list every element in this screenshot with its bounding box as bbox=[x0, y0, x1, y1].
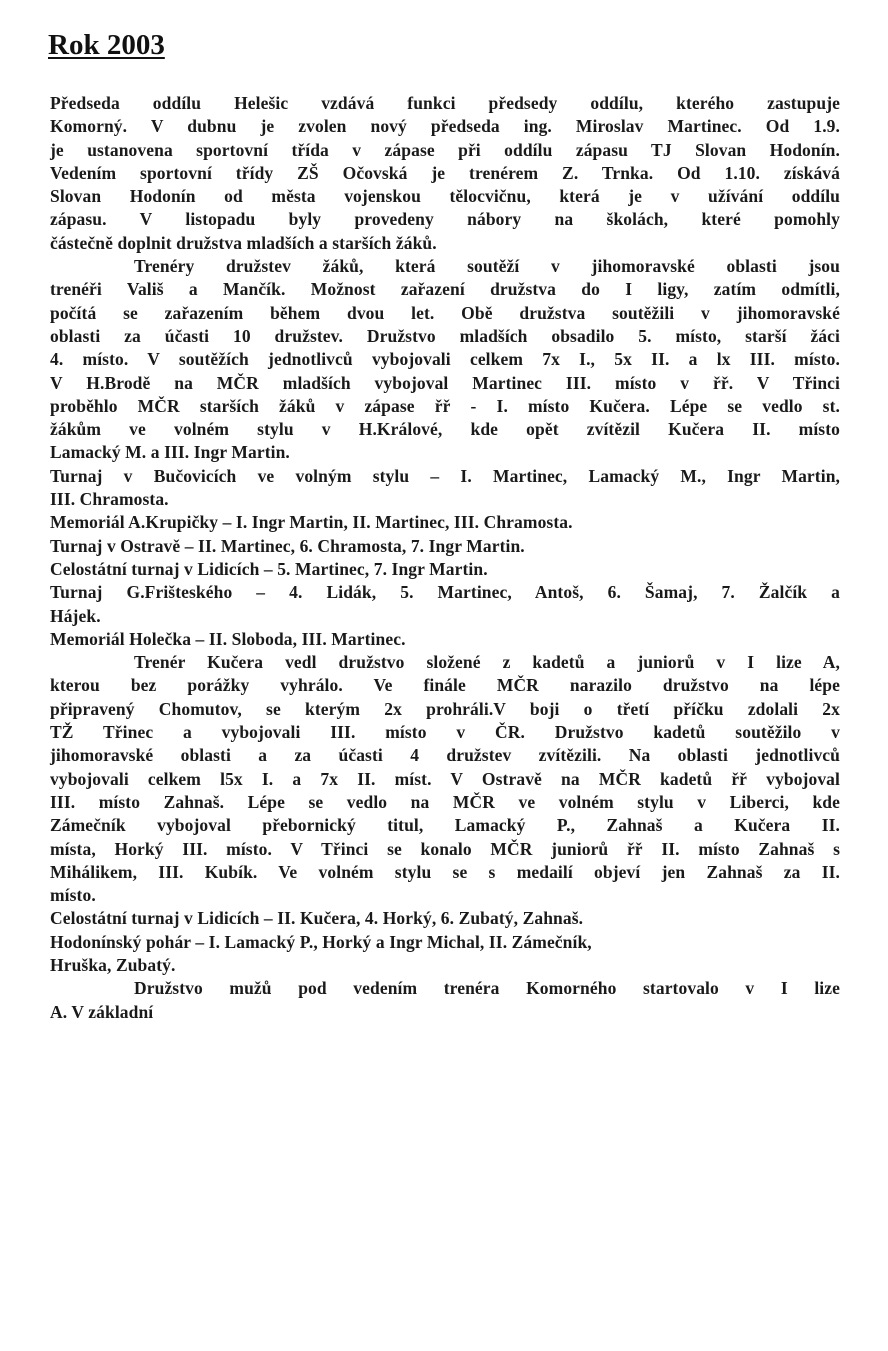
text-line: je ustanovena sportovní třída v zápase při oddílu zápasu TJ Slovan Hodonín. bbox=[50, 139, 840, 160]
text-line: Trenéry družstev žáků, která soutěží v jihomoravské oblasti jsou bbox=[134, 256, 840, 277]
text-line: zápasu. V listopadu byly provedeny nábory na školách, které pomohly bbox=[50, 209, 840, 230]
text-line: místo. bbox=[50, 885, 96, 906]
text-line: Trenér Kučera vedl družstvo složené z kadetů a juniorů v I lize A, bbox=[134, 652, 840, 673]
text-line: částečně doplnit družstva mladších a starších žáků. bbox=[50, 232, 437, 253]
text-line: Mihálikem, III. Kubík. Ve volném stylu se s medailí objeví jen Zahnaš za II. bbox=[50, 861, 840, 882]
text-line: Turnaj v Bučovicích ve volným stylu – I. Martinec, Lamacký M., Ingr Martin, bbox=[50, 465, 840, 486]
text-line: Vedením sportovní třídy ZŠ Očovská je trenérem Z. Trnka. Od 1.10. získává bbox=[50, 162, 840, 183]
body-text bbox=[50, 92, 840, 1024]
text-line: jihomoravské oblasti a za účasti 4 družstev zvítězili. Na oblasti jednotlivců bbox=[50, 745, 840, 766]
text-line: 4. místo. V soutěžích jednotlivců vybojovali celkem 7x I., 5x II. a lx III. místo. bbox=[50, 349, 840, 370]
text-line: Turnaj G.Frišteského – 4. Lidák, 5. Martinec, Antoš, 6. Šamaj, 7. Žalčík a bbox=[50, 582, 840, 603]
text-line: V H.Brodě na MČR mladších vybojoval Martinec III. místo v řř. V Třinci bbox=[50, 372, 840, 393]
text-line: Hodonínský pohár – I. Lamacký P., Horký a Ingr Michal, II. Zámečník, bbox=[50, 931, 592, 952]
text-line: Komorný. V dubnu je zvolen nový předseda ing. Miroslav Martinec. Od 1.9. bbox=[50, 116, 840, 137]
text-line: připravený Chomutov, se kterým 2x prohráli.V boji o třetí příčku zdolali 2x bbox=[50, 698, 840, 719]
text-line: oblasti za účasti 10 družstev. Družstvo mladších obsadilo 5. místo, starší žáci bbox=[50, 325, 840, 346]
text-line: III. místo Zahnaš. Lépe se vedlo na MČR ve volném stylu v Liberci, kde bbox=[50, 791, 840, 812]
text-line: A. V základní bbox=[50, 1001, 154, 1022]
text-line: trenéři Vališ a Mančík. Možnost zařazení družstva do I ligy, zatím odmítli, bbox=[50, 279, 840, 300]
text-line: TŽ Třinec a vybojovali III. místo v ČR. Družstvo kadetů soutěžilo v bbox=[50, 722, 840, 743]
text-line: proběhlo MČR starších žáků v zápase řř - I. místo Kučera. Lépe se vedlo st. bbox=[50, 395, 840, 416]
text-line: kterou bez porážky vyhrálo. Ve finále MČR narazilo družstvo na lépe bbox=[50, 675, 840, 696]
text-line: vybojovali celkem l5x I. a 7x II. míst. V Ostravě na MČR kadetů řř vybojoval bbox=[50, 768, 840, 789]
text-line: Hruška, Zubatý. bbox=[50, 954, 176, 975]
page-title: Rok 2003 bbox=[48, 29, 165, 61]
text-line: Celostátní turnaj v Lidicích – II. Kučera, 4. Horký, 6. Zubatý, Zahnaš. bbox=[50, 908, 584, 929]
text-line: Hájek. bbox=[50, 605, 101, 626]
text-line: Zámečník vybojoval přebornický titul, Lamacký P., Zahnaš a Kučera II. bbox=[50, 815, 840, 836]
text-line: místa, Horký III. místo. V Třinci se konalo MČR juniorů řř II. místo Zahnaš s bbox=[50, 838, 840, 859]
text-line: Celostátní turnaj v Lidicích – 5. Martinec, 7. Ingr Martin. bbox=[50, 558, 488, 579]
text-line: žákům ve volném stylu v H.Králové, kde opět zvítězil Kučera II. místo bbox=[50, 419, 840, 440]
text-line: Lamacký M. a III. Ingr Martin. bbox=[50, 442, 290, 463]
text-line: Předseda oddílu Helešic vzdává funkci předsedy oddílu, kterého zastupuje bbox=[50, 93, 840, 113]
text-line: počítá se zařazením během dvou let. Obě družstva soutěžili v jihomoravské bbox=[50, 302, 840, 323]
text-line: Memoriál Holečka – II. Sloboda, III. Martinec. bbox=[50, 628, 406, 649]
text-line: Družstvo mužů pod vedením trenéra Komorného startovalo v I lize bbox=[134, 978, 840, 999]
text-line: Slovan Hodonín od města vojenskou tělocvičnu, která je v užívání oddílu bbox=[50, 186, 840, 207]
text-line: Turnaj v Ostravě – II. Martinec, 6. Chramosta, 7. Ingr Martin. bbox=[50, 535, 525, 556]
text-line: Memoriál A.Krupičky – I. Ingr Martin, II. Martinec, III. Chramosta. bbox=[50, 512, 573, 533]
text-line: III. Chramosta. bbox=[50, 489, 169, 510]
